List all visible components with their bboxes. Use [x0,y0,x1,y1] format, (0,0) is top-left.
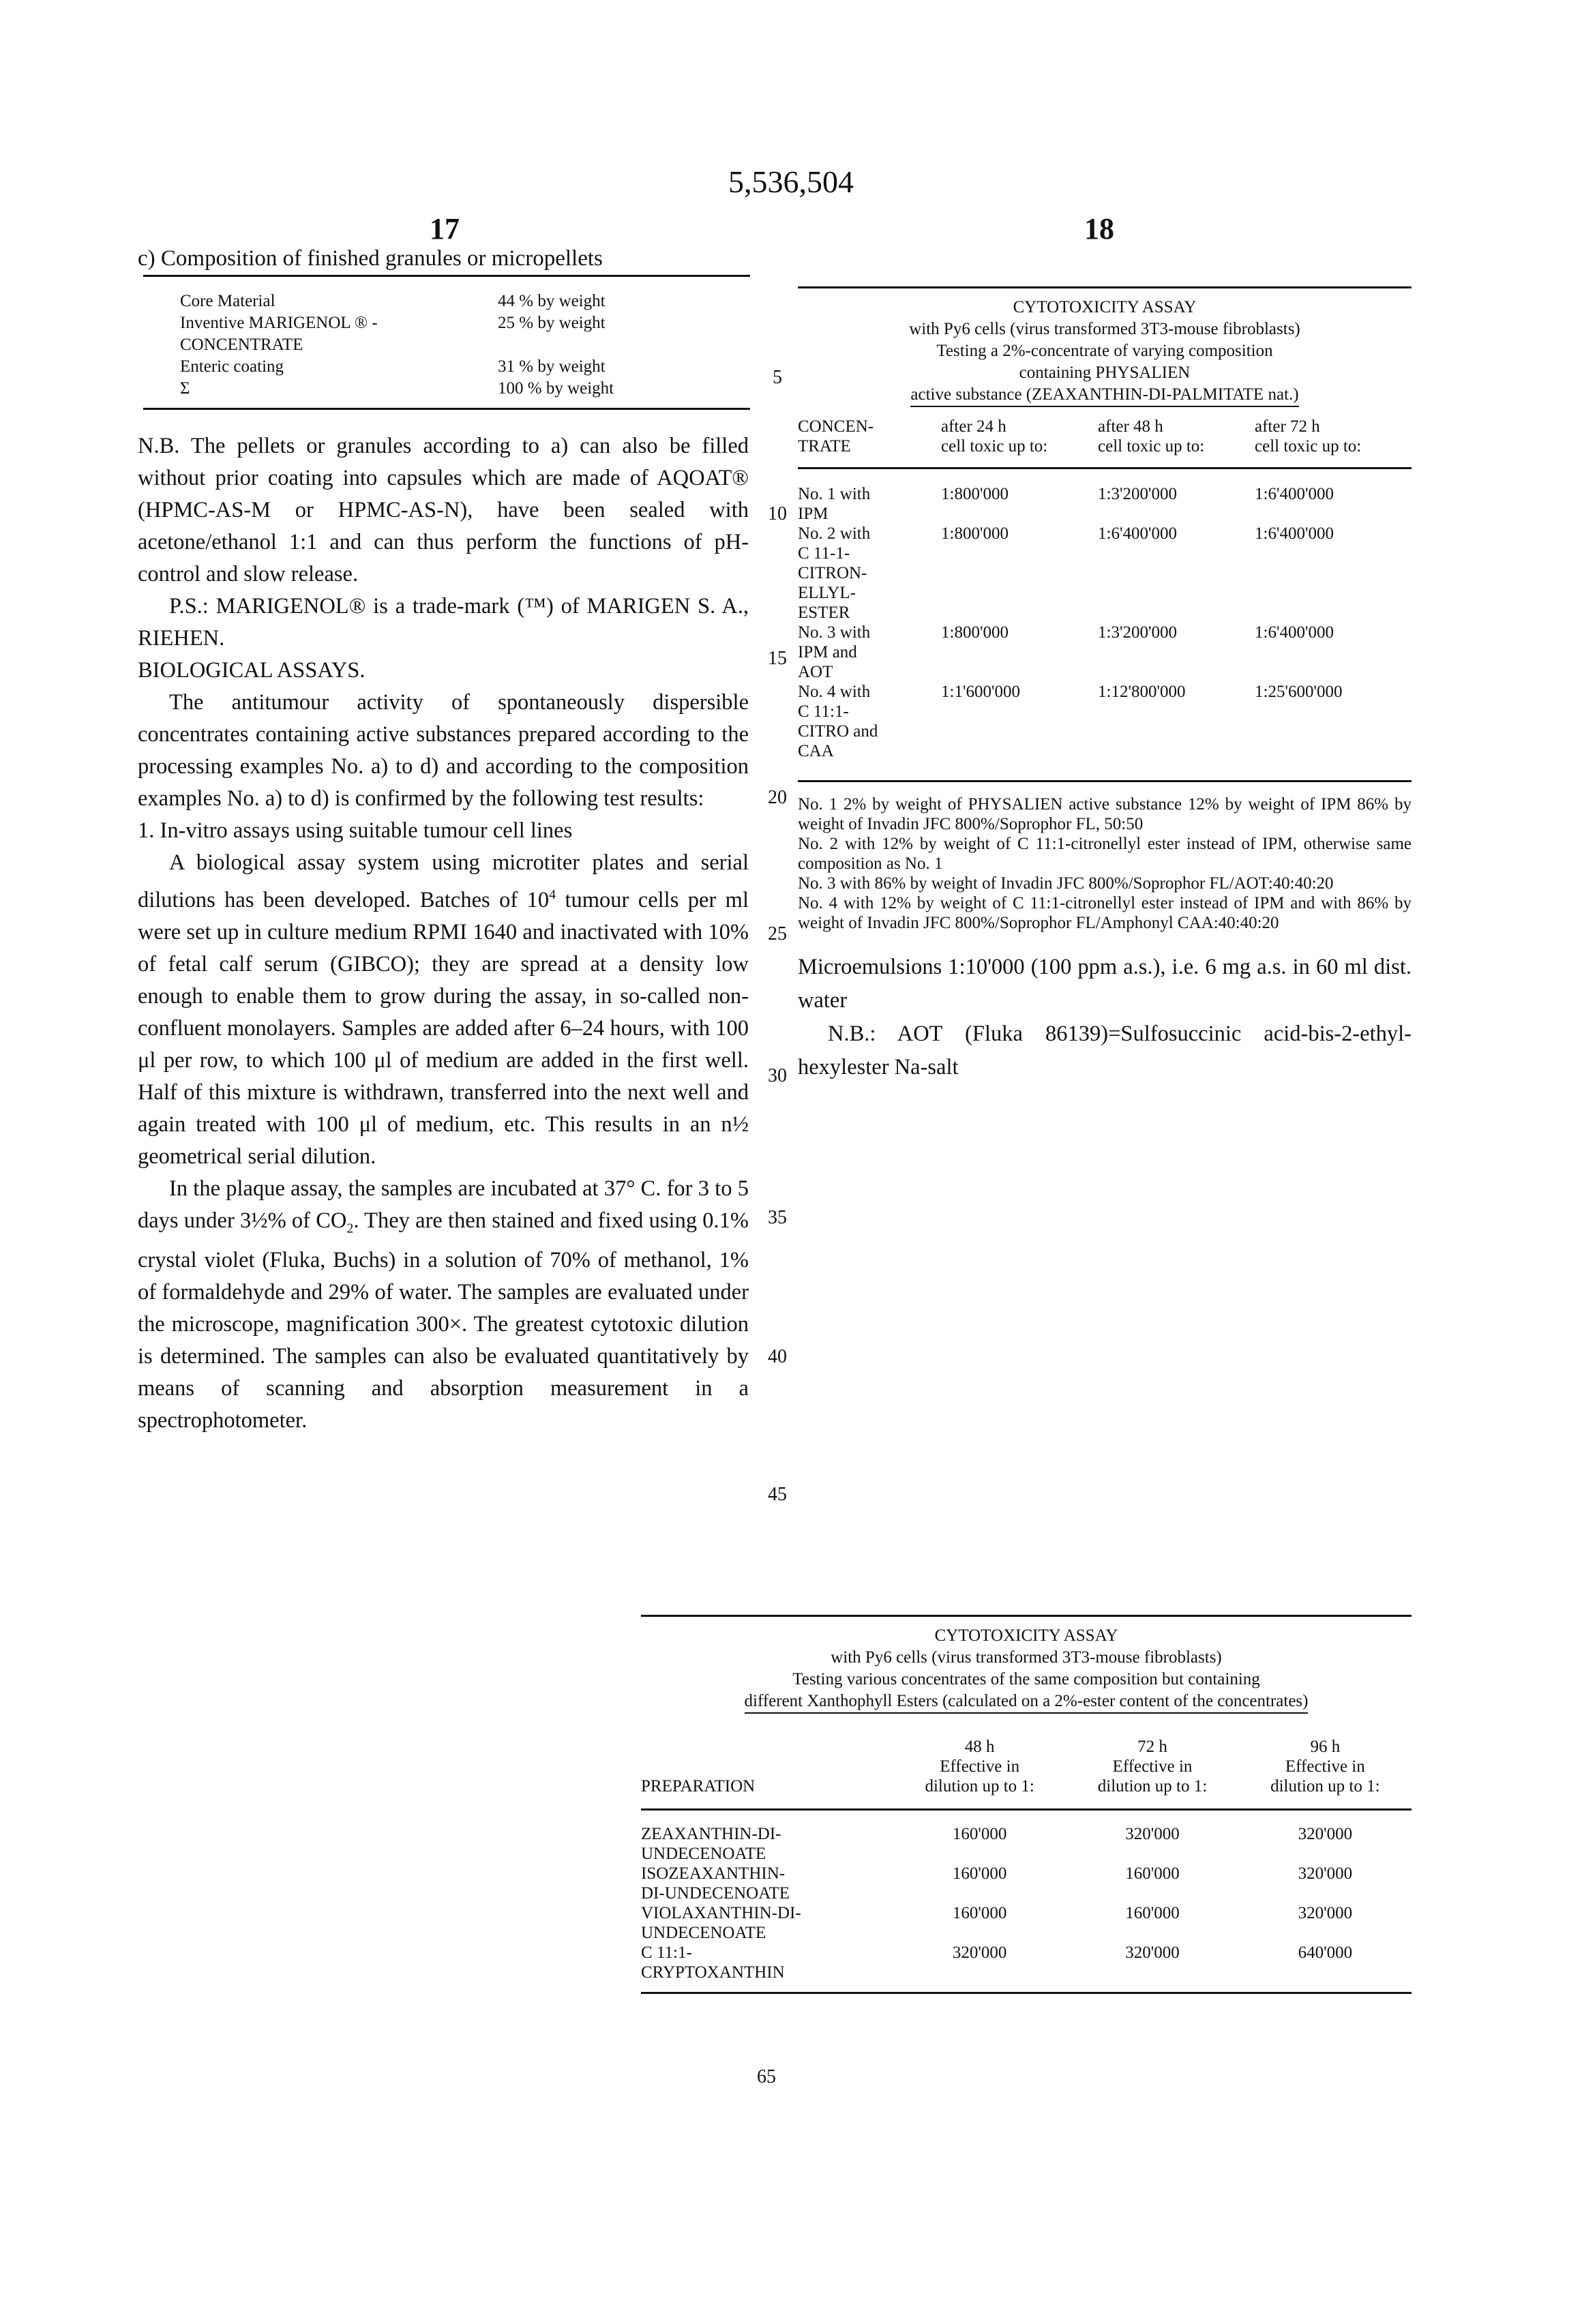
line-number: 10 [757,503,798,525]
line-number: 25 [757,923,798,945]
footer-line-number: 65 [757,2066,776,2088]
ps-paragraph: P.S.: MARIGENOL® is a trade-mark (™) of MARIGEN S. A., RIEHEN. [138,591,749,655]
composition-row: Σ 100 % by weight [143,378,750,400]
composition-row: Enteric coating 31 % by weight [143,356,750,378]
cytotoxicity-table-2 [641,1737,1412,1982]
aot-note: N.B.: AOT (Fluka 86139)=Sulfosuccinic acid-bis-2-ethyl-hexylester Na-salt [798,1017,1412,1084]
nb-paragraph: N.B. The pellets or granules according to a) can also be filled without prior coating into capsules which are made of AQOAT® (HPMC-AS-M or HPMC-AS-N), have been sealed with acetone/ethanol 1:1 and can thus perform the functions of pH-control and slow release. [138,430,749,591]
note: No. 4 with 12% by weight of C 11:1-citronellyl ester instead of IPM and with 86% by weight of Invadin JFC 800%/Soprophor FL/Amphonyl CAA:40:40:20 [798,893,1412,933]
table-row: No. 4 with C 11:1- CITRO and CAA 1:1'600'000 1:12'800'000 1:25'600'000 [798,682,1412,761]
table-row: VIOLAXANTHIN-DI- UNDECENOATE 160'000 160'000 320'000 [641,1903,1412,1943]
line-number: 35 [757,1207,798,1229]
page-number-right: 18 [1084,211,1114,246]
table-row: No. 3 with IPM and AOT 1:800'000 1:3'200'000 1:6'400'000 [798,623,1412,682]
patent-number: 5,536,504 [709,164,873,200]
table2-title: CYTOTOXICITY ASSAY with Py6 cells (virus transformed 3T3-mouse fibroblasts) Testing various concentrates of the same composition but containing different Xanthophyll Esters (calculated on a 2%-ester content of the concentrates) [641,1615,1412,1714]
composition-row: Inventive MARIGENOL ® - 25 % by weight [143,312,750,334]
invitro-heading: 1. In-vitro assays using suitable tumour cell lines [138,815,749,847]
table-row: C 11:1- CRYPTOXANTHIN 320'000 320'000 640'000 [641,1943,1412,1982]
line-number: 40 [757,1346,798,1368]
table-row: ISOZEAXANTHIN- DI-UNDECENOATE 160'000 160'000 320'000 [641,1864,1412,1903]
note: No. 2 with 12% by weight of C 11:1-citronellyl ester instead of IPM, otherwise same composition as No. 1 [798,834,1412,874]
cytotoxicity-table-1 [798,407,1412,761]
line-number: 15 [757,648,798,670]
table-row: ZEAXANTHIN-DI- UNDECENOATE 160'000 320'000 320'000 [641,1810,1412,1864]
table1-bottom-rule [798,780,1412,782]
page-number-left: 17 [430,211,460,246]
composition-table [143,275,750,410]
composition-row: CONCENTRATE [143,334,750,356]
assay-paragraph: A biological assay system using microtiter plates and serial dilutions has been developed. Batches of 104 tumour cells per ml were set up in culture medium RPMI 1640 and inactivated with 10% of fetal calf serum (GIBCO); they are spread at a density low enough to enable them to grow during the assay, in so-called non-confluent monolayers. Samples are added after 6–24 hours, with 100 μl per row, to which 100 μl of medium are added in the first well. Half of this mixture is withdrawn, transferred into the next well and again treated with 100 μl of medium, etc. This results in an n½ geometrical serial dilution. [138,847,749,1173]
right-column [798,286,1412,1084]
table2-bottom-rule [641,1992,1412,1994]
plaque-paragraph: In the plaque assay, the samples are incubated at 37° C. for 3 to 5 days under 3½% of CO2. They are then stained and fixed using 0.1% crystal violet (Fluka, Buchs) in a solution of 70% of methanol, 1% of formaldehyde and 29% of water. The samples are evaluated under the microscope, magnification 300×. The greatest cytotoxic dilution is determined. The samples can also be evaluated quantitatively by means of scanning and absorption measurement in a spectrophotometer. [138,1173,749,1437]
left-column [138,243,749,1437]
table1-title: CYTOTOXICITY ASSAY with Py6 cells (virus transformed 3T3-mouse fibroblasts) Testing a 2%-concentrate of varying composition containing PHYSALIEN active substance (ZEAXANTHIN-DI-PALMITATE nat.) [798,286,1412,407]
note: No. 1 2% by weight of PHYSALIEN active substance 12% by weight of IPM 86% by weight of Invadin JFC 800%/Soprophor FL, 50:50 [798,794,1412,834]
bottom-table-block [641,1615,1412,1994]
note: No. 3 with 86% by weight of Invadin JFC 800%/Soprophor FL/AOT:40:40:20 [798,874,1412,893]
composition-row: Core Material 44 % by weight [143,290,750,312]
line-number: 20 [757,787,798,809]
line-number: 30 [757,1065,798,1087]
line-number: 5 [757,367,798,389]
bio-paragraph: The antitumour activity of spontaneously dispersible concentrates containing active substances prepared according to the processing examples No. a) to d) and according to the composition examples No. a) to d) is confirmed by the following test results: [138,687,749,815]
table-header-row: PREPARATION 48 h Effective in dilution up to 1: 72 h Effective in dilution up to 1: 96 h Effective in dilution up to 1: [641,1737,1412,1810]
line-number: 45 [757,1484,798,1506]
table1-notes [798,794,1412,933]
table-row: No. 2 with C 11-1- CITRON- ELLYL- ESTER 1:800'000 1:6'400'000 1:6'400'000 [798,524,1412,623]
bio-heading: BIOLOGICAL ASSAYS. [138,655,749,687]
microemulsion-text: Microemulsions 1:10'000 (100 ppm a.s.), i.e. 6 mg a.s. in 60 ml dist. water N.B.: AOT (Fluka 86139)=Sulfosuccinic acid-bis-2-ethyl-hexylester Na-salt [798,951,1412,1084]
table-row: No. 1 with IPM 1:800'000 1:3'200'000 1:6'400'000 [798,468,1412,524]
table-header-row: CONCEN- TRATE after 24 h cell toxic up to: after 48 h cell toxic up to: after 72 h cell toxic up to: [798,407,1412,468]
composition-title: c) Composition of finished granules or micropellets [138,243,749,275]
